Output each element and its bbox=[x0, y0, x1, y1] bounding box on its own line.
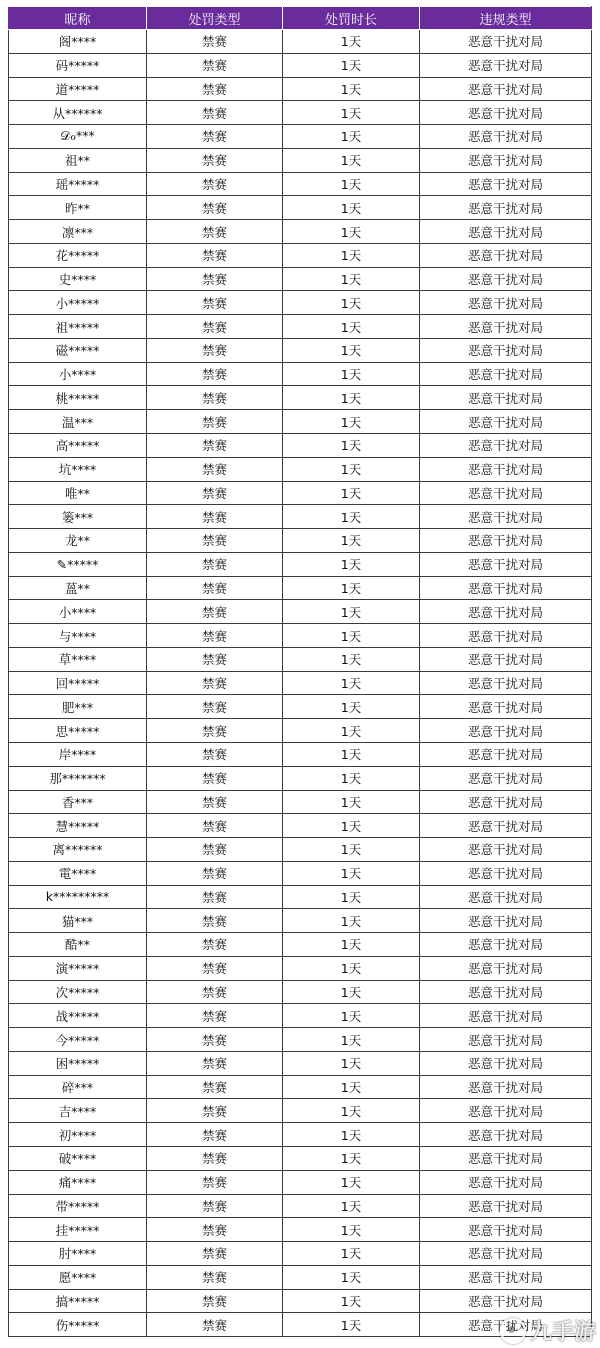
cell-violation-type: 恶意干扰对局 bbox=[420, 1242, 592, 1266]
cell-penalty-duration: 1天 bbox=[283, 552, 420, 576]
cell-penalty-duration: 1天 bbox=[283, 956, 420, 980]
cell-penalty-type: 禁赛 bbox=[147, 481, 283, 505]
cell-penalty-duration: 1天 bbox=[283, 362, 420, 386]
cell-violation-type: 恶意干扰对局 bbox=[420, 1265, 592, 1289]
cell-penalty-duration: 1天 bbox=[283, 719, 420, 743]
cell-violation-type: 恶意干扰对局 bbox=[420, 695, 592, 719]
cell-penalty-type: 禁赛 bbox=[147, 766, 283, 790]
cell-penalty-duration: 1天 bbox=[283, 220, 420, 244]
table-row bbox=[9, 956, 592, 980]
cell-penalty-type: 禁赛 bbox=[147, 457, 283, 481]
cell-penalty-duration: 1天 bbox=[283, 410, 420, 434]
table-row bbox=[9, 1051, 592, 1075]
cell-penalty-type: 禁赛 bbox=[147, 933, 283, 957]
cell-nickname: 祖** bbox=[9, 148, 147, 172]
table-row bbox=[9, 53, 592, 77]
cell-penalty-duration: 1天 bbox=[283, 30, 420, 54]
cell-nickname: 思***** bbox=[9, 719, 147, 743]
cell-nickname: 小**** bbox=[9, 362, 147, 386]
cell-penalty-duration: 1天 bbox=[283, 1146, 420, 1170]
cell-nickname: 破**** bbox=[9, 1146, 147, 1170]
cell-nickname: 磁***** bbox=[9, 338, 147, 362]
cell-penalty-type: 禁赛 bbox=[147, 30, 283, 54]
cell-violation-type: 恶意干扰对局 bbox=[420, 481, 592, 505]
table-row bbox=[9, 338, 592, 362]
cell-nickname: k********* bbox=[9, 885, 147, 909]
cell-violation-type: 恶意干扰对局 bbox=[420, 1289, 592, 1313]
cell-nickname: 坑**** bbox=[9, 457, 147, 481]
cell-nickname: 今***** bbox=[9, 1028, 147, 1052]
cell-violation-type: 恶意干扰对局 bbox=[420, 220, 592, 244]
cell-violation-type: 恶意干扰对局 bbox=[420, 434, 592, 458]
cell-penalty-type: 禁赛 bbox=[147, 148, 283, 172]
cell-violation-type: 恶意干扰对局 bbox=[420, 980, 592, 1004]
cell-nickname: 龙** bbox=[9, 529, 147, 553]
cell-violation-type: 恶意干扰对局 bbox=[420, 671, 592, 695]
cell-penalty-duration: 1天 bbox=[283, 909, 420, 933]
table-row bbox=[9, 77, 592, 101]
cell-penalty-duration: 1天 bbox=[283, 457, 420, 481]
cell-penalty-duration: 1天 bbox=[283, 196, 420, 220]
cell-penalty-duration: 1天 bbox=[283, 1028, 420, 1052]
cell-penalty-duration: 1天 bbox=[283, 481, 420, 505]
cell-penalty-type: 禁赛 bbox=[147, 838, 283, 862]
cell-penalty-duration: 1天 bbox=[283, 101, 420, 125]
table-row bbox=[9, 766, 592, 790]
cell-violation-type: 恶意干扰对局 bbox=[420, 885, 592, 909]
cell-penalty-duration: 1天 bbox=[283, 1313, 420, 1337]
cell-nickname: 肥*** bbox=[9, 695, 147, 719]
cell-violation-type: 恶意干扰对局 bbox=[420, 338, 592, 362]
cell-penalty-duration: 1天 bbox=[283, 1265, 420, 1289]
cell-nickname: 初**** bbox=[9, 1123, 147, 1147]
cell-nickname: 码***** bbox=[9, 53, 147, 77]
cell-penalty-type: 禁赛 bbox=[147, 386, 283, 410]
table-row bbox=[9, 172, 592, 196]
cell-nickname: 温*** bbox=[9, 410, 147, 434]
cell-penalty-type: 禁赛 bbox=[147, 647, 283, 671]
cell-penalty-type: 禁赛 bbox=[147, 315, 283, 339]
cell-violation-type: 恶意干扰对局 bbox=[420, 1004, 592, 1028]
cell-penalty-type: 禁赛 bbox=[147, 1265, 283, 1289]
cell-penalty-duration: 1天 bbox=[283, 671, 420, 695]
cell-nickname: 肘**** bbox=[9, 1242, 147, 1266]
cell-penalty-type: 禁赛 bbox=[147, 1194, 283, 1218]
watermark-text: 九手游 bbox=[529, 1320, 596, 1345]
header-violation-type: 违规类型 bbox=[420, 7, 592, 30]
table-row bbox=[9, 1123, 592, 1147]
cell-penalty-duration: 1天 bbox=[283, 695, 420, 719]
table-row bbox=[9, 1265, 592, 1289]
cell-penalty-type: 禁赛 bbox=[147, 1289, 283, 1313]
cell-violation-type: 恶意干扰对局 bbox=[420, 956, 592, 980]
cell-penalty-duration: 1天 bbox=[283, 576, 420, 600]
cell-penalty-type: 禁赛 bbox=[147, 861, 283, 885]
cell-penalty-type: 禁赛 bbox=[147, 267, 283, 291]
cell-violation-type: 恶意干扰对局 bbox=[420, 148, 592, 172]
cell-penalty-type: 禁赛 bbox=[147, 338, 283, 362]
table-row bbox=[9, 1099, 592, 1123]
table-row bbox=[9, 600, 592, 624]
cell-penalty-type: 禁赛 bbox=[147, 196, 283, 220]
spiral-logo-icon bbox=[500, 1318, 526, 1344]
cell-penalty-duration: 1天 bbox=[283, 529, 420, 553]
cell-violation-type: 恶意干扰对局 bbox=[420, 1028, 592, 1052]
cell-violation-type: 恶意干扰对局 bbox=[420, 101, 592, 125]
cell-penalty-duration: 1天 bbox=[283, 1099, 420, 1123]
cell-penalty-type: 禁赛 bbox=[147, 1123, 283, 1147]
cell-violation-type: 恶意干扰对局 bbox=[420, 125, 592, 149]
cell-violation-type: 恶意干扰对局 bbox=[420, 624, 592, 648]
table-row bbox=[9, 1028, 592, 1052]
table-row bbox=[9, 410, 592, 434]
cell-nickname: 香*** bbox=[9, 790, 147, 814]
cell-violation-type: 恶意干扰对局 bbox=[420, 576, 592, 600]
cell-penalty-duration: 1天 bbox=[283, 1194, 420, 1218]
cell-nickname: 篓*** bbox=[9, 505, 147, 529]
cell-penalty-type: 禁赛 bbox=[147, 220, 283, 244]
cell-violation-type: 恶意干扰对局 bbox=[420, 529, 592, 553]
cell-penalty-type: 禁赛 bbox=[147, 671, 283, 695]
header-nickname: 昵称 bbox=[9, 7, 147, 30]
cell-nickname: 碎*** bbox=[9, 1075, 147, 1099]
table-row bbox=[9, 243, 592, 267]
cell-penalty-type: 禁赛 bbox=[147, 1242, 283, 1266]
table-row bbox=[9, 695, 592, 719]
cell-penalty-duration: 1天 bbox=[283, 505, 420, 529]
cell-penalty-duration: 1天 bbox=[283, 53, 420, 77]
table-row bbox=[9, 434, 592, 458]
cell-nickname: 吉**** bbox=[9, 1099, 147, 1123]
cell-penalty-duration: 1天 bbox=[283, 338, 420, 362]
table-row bbox=[9, 386, 592, 410]
cell-penalty-type: 禁赛 bbox=[147, 1051, 283, 1075]
cell-nickname: 从****** bbox=[9, 101, 147, 125]
table-row bbox=[9, 1004, 592, 1028]
cell-penalty-duration: 1天 bbox=[283, 814, 420, 838]
table-row bbox=[9, 719, 592, 743]
cell-nickname: 桃***** bbox=[9, 386, 147, 410]
cell-penalty-type: 禁赛 bbox=[147, 719, 283, 743]
cell-penalty-type: 禁赛 bbox=[147, 410, 283, 434]
cell-nickname: ✎***** bbox=[9, 552, 147, 576]
cell-violation-type: 恶意干扰对局 bbox=[420, 362, 592, 386]
table-row bbox=[9, 742, 592, 766]
cell-penalty-type: 禁赛 bbox=[147, 529, 283, 553]
cell-violation-type: 恶意干扰对局 bbox=[420, 77, 592, 101]
table-row bbox=[9, 885, 592, 909]
cell-penalty-duration: 1天 bbox=[283, 434, 420, 458]
table-row bbox=[9, 220, 592, 244]
table-row bbox=[9, 505, 592, 529]
table-row bbox=[9, 861, 592, 885]
cell-penalty-type: 禁赛 bbox=[147, 552, 283, 576]
cell-penalty-type: 禁赛 bbox=[147, 790, 283, 814]
cell-nickname: 离****** bbox=[9, 838, 147, 862]
cell-violation-type: 恶意干扰对局 bbox=[420, 1051, 592, 1075]
table-row bbox=[9, 671, 592, 695]
cell-penalty-type: 禁赛 bbox=[147, 243, 283, 267]
cell-violation-type: 恶意干扰对局 bbox=[420, 909, 592, 933]
table-row bbox=[9, 148, 592, 172]
cell-nickname: 電**** bbox=[9, 861, 147, 885]
cell-penalty-duration: 1天 bbox=[283, 1004, 420, 1028]
cell-nickname: 史**** bbox=[9, 267, 147, 291]
cell-nickname: 小**** bbox=[9, 600, 147, 624]
cell-penalty-type: 禁赛 bbox=[147, 576, 283, 600]
table-header bbox=[9, 7, 592, 30]
penalty-table-container bbox=[8, 6, 591, 1337]
cell-violation-type: 恶意干扰对局 bbox=[420, 766, 592, 790]
cell-nickname: 昨** bbox=[9, 196, 147, 220]
cell-penalty-duration: 1天 bbox=[283, 1170, 420, 1194]
cell-penalty-type: 禁赛 bbox=[147, 1075, 283, 1099]
cell-nickname: 高***** bbox=[9, 434, 147, 458]
cell-penalty-duration: 1天 bbox=[283, 77, 420, 101]
cell-nickname: 演***** bbox=[9, 956, 147, 980]
cell-nickname: 慧***** bbox=[9, 814, 147, 838]
cell-nickname: 唯** bbox=[9, 481, 147, 505]
cell-penalty-type: 禁赛 bbox=[147, 624, 283, 648]
cell-nickname: 挂***** bbox=[9, 1218, 147, 1242]
table-row bbox=[9, 30, 592, 54]
table-row bbox=[9, 291, 592, 315]
cell-penalty-duration: 1天 bbox=[283, 243, 420, 267]
cell-violation-type: 恶意干扰对局 bbox=[420, 838, 592, 862]
cell-penalty-duration: 1天 bbox=[283, 933, 420, 957]
cell-violation-type: 恶意干扰对局 bbox=[420, 1123, 592, 1147]
header-penalty-duration: 处罚时长 bbox=[283, 7, 420, 30]
cell-violation-type: 恶意干扰对局 bbox=[420, 386, 592, 410]
header-penalty-type: 处罚类型 bbox=[147, 7, 283, 30]
cell-penalty-type: 禁赛 bbox=[147, 909, 283, 933]
table-row bbox=[9, 1075, 592, 1099]
cell-nickname: 凛*** bbox=[9, 220, 147, 244]
table-row bbox=[9, 1218, 592, 1242]
cell-nickname: 战***** bbox=[9, 1004, 147, 1028]
cell-violation-type: 恶意干扰对局 bbox=[420, 172, 592, 196]
cell-penalty-type: 禁赛 bbox=[147, 362, 283, 386]
cell-penalty-type: 禁赛 bbox=[147, 1028, 283, 1052]
cell-nickname: 带***** bbox=[9, 1194, 147, 1218]
penalty-table bbox=[8, 6, 592, 1337]
table-row bbox=[9, 481, 592, 505]
cell-nickname: 岸**** bbox=[9, 742, 147, 766]
table-row bbox=[9, 101, 592, 125]
table-row bbox=[9, 647, 592, 671]
cell-penalty-duration: 1天 bbox=[283, 148, 420, 172]
cell-penalty-type: 禁赛 bbox=[147, 980, 283, 1004]
cell-violation-type: 恶意干扰对局 bbox=[420, 647, 592, 671]
cell-penalty-duration: 1天 bbox=[283, 861, 420, 885]
cell-penalty-type: 禁赛 bbox=[147, 172, 283, 196]
table-row bbox=[9, 790, 592, 814]
cell-violation-type: 恶意干扰对局 bbox=[420, 1170, 592, 1194]
cell-penalty-type: 禁赛 bbox=[147, 1099, 283, 1123]
table-body bbox=[9, 30, 592, 1337]
watermark bbox=[500, 1315, 596, 1346]
header-row bbox=[9, 7, 592, 30]
cell-penalty-type: 禁赛 bbox=[147, 885, 283, 909]
cell-violation-type: 恶意干扰对局 bbox=[420, 814, 592, 838]
cell-penalty-type: 禁赛 bbox=[147, 742, 283, 766]
table-row bbox=[9, 838, 592, 862]
cell-violation-type: 恶意干扰对局 bbox=[420, 600, 592, 624]
cell-violation-type: 恶意干扰对局 bbox=[420, 53, 592, 77]
cell-violation-type: 恶意干扰对局 bbox=[420, 243, 592, 267]
cell-penalty-duration: 1天 bbox=[283, 766, 420, 790]
table-row bbox=[9, 814, 592, 838]
cell-penalty-type: 禁赛 bbox=[147, 1313, 283, 1337]
cell-nickname: 瑶***** bbox=[9, 172, 147, 196]
cell-penalty-duration: 1天 bbox=[283, 647, 420, 671]
table-row bbox=[9, 1289, 592, 1313]
cell-violation-type: 恶意干扰对局 bbox=[420, 457, 592, 481]
table-row bbox=[9, 1242, 592, 1266]
cell-penalty-duration: 1天 bbox=[283, 885, 420, 909]
cell-violation-type: 恶意干扰对局 bbox=[420, 1146, 592, 1170]
cell-violation-type: 恶意干扰对局 bbox=[420, 410, 592, 434]
cell-penalty-duration: 1天 bbox=[283, 125, 420, 149]
cell-penalty-duration: 1天 bbox=[283, 1051, 420, 1075]
cell-nickname: 祖***** bbox=[9, 315, 147, 339]
table-row bbox=[9, 315, 592, 339]
table-row bbox=[9, 1194, 592, 1218]
cell-violation-type: 恶意干扰对局 bbox=[420, 505, 592, 529]
table-row bbox=[9, 576, 592, 600]
table-row bbox=[9, 125, 592, 149]
cell-penalty-duration: 1天 bbox=[283, 315, 420, 339]
cell-penalty-type: 禁赛 bbox=[147, 505, 283, 529]
cell-nickname: 那******* bbox=[9, 766, 147, 790]
table-row bbox=[9, 624, 592, 648]
cell-violation-type: 恶意干扰对局 bbox=[420, 196, 592, 220]
cell-penalty-type: 禁赛 bbox=[147, 53, 283, 77]
cell-penalty-type: 禁赛 bbox=[147, 434, 283, 458]
cell-nickname: 道***** bbox=[9, 77, 147, 101]
cell-penalty-duration: 1天 bbox=[283, 386, 420, 410]
cell-violation-type: 恶意干扰对局 bbox=[420, 315, 592, 339]
cell-violation-type: 恶意干扰对局 bbox=[420, 1099, 592, 1123]
cell-nickname: 花***** bbox=[9, 243, 147, 267]
cell-nickname: 搞***** bbox=[9, 1289, 147, 1313]
cell-violation-type: 恶意干扰对局 bbox=[420, 861, 592, 885]
table-row bbox=[9, 196, 592, 220]
table-row bbox=[9, 457, 592, 481]
cell-penalty-type: 禁赛 bbox=[147, 1146, 283, 1170]
cell-nickname: 困***** bbox=[9, 1051, 147, 1075]
cell-penalty-type: 禁赛 bbox=[147, 814, 283, 838]
cell-penalty-duration: 1天 bbox=[283, 1242, 420, 1266]
cell-penalty-duration: 1天 bbox=[283, 838, 420, 862]
cell-violation-type: 恶意干扰对局 bbox=[420, 1313, 592, 1337]
cell-violation-type: 恶意干扰对局 bbox=[420, 742, 592, 766]
cell-penalty-duration: 1天 bbox=[283, 742, 420, 766]
cell-violation-type: 恶意干扰对局 bbox=[420, 1075, 592, 1099]
cell-penalty-type: 禁赛 bbox=[147, 77, 283, 101]
table-row bbox=[9, 1146, 592, 1170]
cell-penalty-type: 禁赛 bbox=[147, 1218, 283, 1242]
cell-violation-type: 恶意干扰对局 bbox=[420, 291, 592, 315]
cell-penalty-duration: 1天 bbox=[283, 1075, 420, 1099]
cell-nickname: 蒕** bbox=[9, 576, 147, 600]
cell-violation-type: 恶意干扰对局 bbox=[420, 552, 592, 576]
table-row bbox=[9, 267, 592, 291]
cell-nickname: 草**** bbox=[9, 647, 147, 671]
cell-nickname: 阁**** bbox=[9, 30, 147, 54]
cell-nickname: 小***** bbox=[9, 291, 147, 315]
cell-penalty-duration: 1天 bbox=[283, 624, 420, 648]
cell-nickname: 回***** bbox=[9, 671, 147, 695]
cell-violation-type: 恶意干扰对局 bbox=[420, 933, 592, 957]
cell-penalty-duration: 1天 bbox=[283, 980, 420, 1004]
cell-penalty-duration: 1天 bbox=[283, 291, 420, 315]
cell-penalty-type: 禁赛 bbox=[147, 125, 283, 149]
cell-violation-type: 恶意干扰对局 bbox=[420, 267, 592, 291]
cell-penalty-type: 禁赛 bbox=[147, 1004, 283, 1028]
cell-penalty-duration: 1天 bbox=[283, 172, 420, 196]
table-row bbox=[9, 909, 592, 933]
cell-nickname: 伤***** bbox=[9, 1313, 147, 1337]
cell-penalty-type: 禁赛 bbox=[147, 101, 283, 125]
cell-penalty-duration: 1天 bbox=[283, 790, 420, 814]
cell-violation-type: 恶意干扰对局 bbox=[420, 30, 592, 54]
cell-violation-type: 恶意干扰对局 bbox=[420, 790, 592, 814]
cell-nickname: 𝒟ℴ*** bbox=[9, 125, 147, 149]
table-row bbox=[9, 933, 592, 957]
table-row bbox=[9, 362, 592, 386]
cell-penalty-duration: 1天 bbox=[283, 1123, 420, 1147]
cell-nickname: 愿**** bbox=[9, 1265, 147, 1289]
table-row bbox=[9, 980, 592, 1004]
cell-penalty-duration: 1天 bbox=[283, 267, 420, 291]
cell-violation-type: 恶意干扰对局 bbox=[420, 719, 592, 743]
cell-nickname: 猫*** bbox=[9, 909, 147, 933]
cell-penalty-type: 禁赛 bbox=[147, 291, 283, 315]
cell-nickname: 与**** bbox=[9, 624, 147, 648]
table-row bbox=[9, 1170, 592, 1194]
table-row bbox=[9, 552, 592, 576]
cell-nickname: 次***** bbox=[9, 980, 147, 1004]
cell-penalty-duration: 1天 bbox=[283, 1218, 420, 1242]
cell-violation-type: 恶意干扰对局 bbox=[420, 1194, 592, 1218]
cell-penalty-type: 禁赛 bbox=[147, 600, 283, 624]
table-row bbox=[9, 529, 592, 553]
cell-penalty-type: 禁赛 bbox=[147, 956, 283, 980]
cell-violation-type: 恶意干扰对局 bbox=[420, 1218, 592, 1242]
cell-penalty-duration: 1天 bbox=[283, 1289, 420, 1313]
cell-penalty-duration: 1天 bbox=[283, 600, 420, 624]
cell-nickname: 酷** bbox=[9, 933, 147, 957]
cell-nickname: 痛**** bbox=[9, 1170, 147, 1194]
cell-penalty-type: 禁赛 bbox=[147, 1170, 283, 1194]
cell-penalty-type: 禁赛 bbox=[147, 695, 283, 719]
